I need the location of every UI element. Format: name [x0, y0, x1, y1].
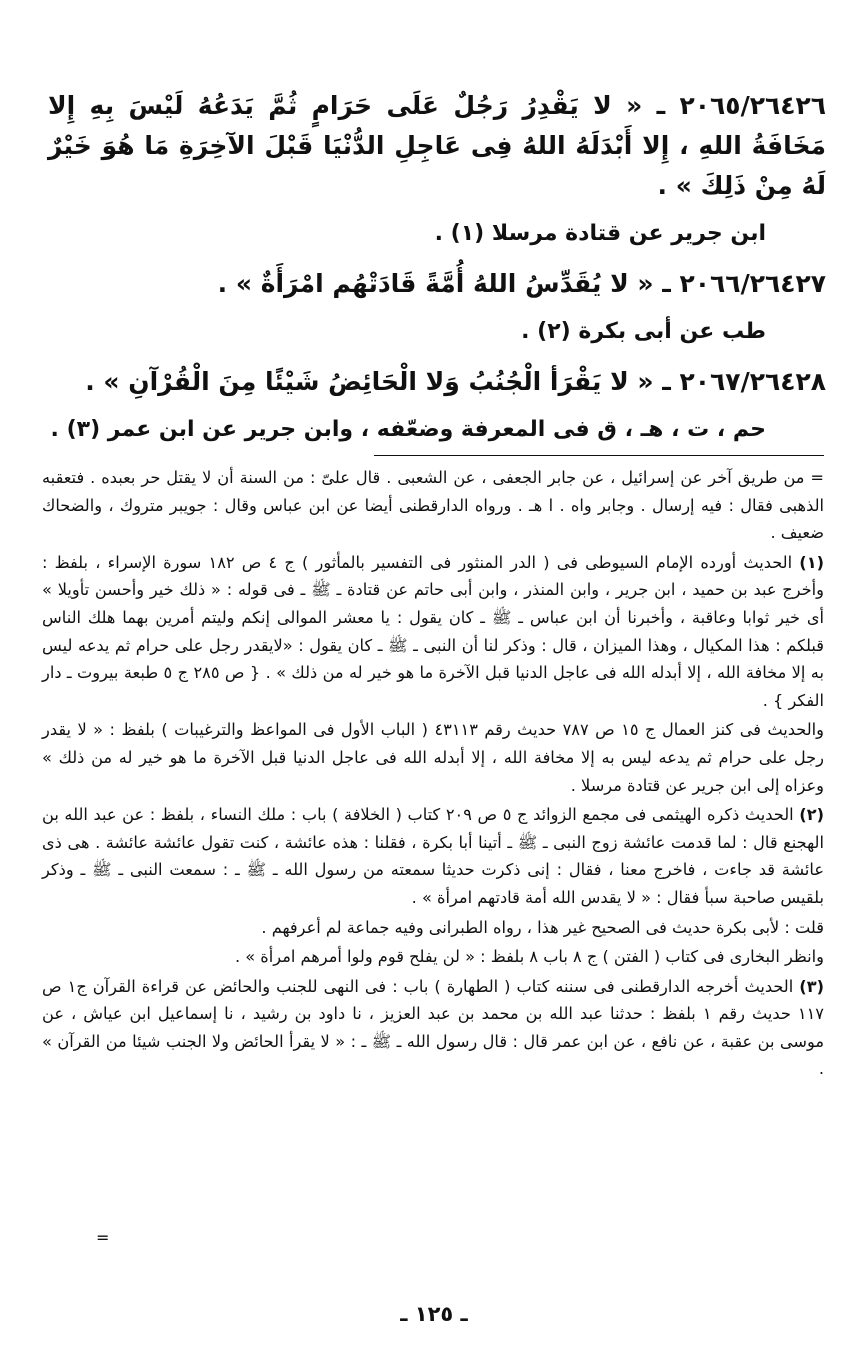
footnote-continuation: = من طريق آخر عن إسرائيل ، عن جابر الجعفى ، عن الشعبى . قال علىّ : من السنة أن لا يقتل حر بعبده . فتعقبه الذهبى فقال : فيه إرسال . وجابر واه . ا هـ . ورواه الدارقطنى أيضا عن ابن عباس وقال : جويبر متروك ، والضحاك ضعيف .: [42, 468, 824, 543]
hadith-text: « لا يَقْدِرُ رَجُلٌ عَلَى حَرَامٍ ثُمَّ يَدَعُهُ لَيْسَ بِهِ إِلا مَخَافَةُ اللهِ ، إِلا أَبْدَلَهُ اللهُ فِى عَاجِلِ الدُّنْيَا قَبْلَ الآخِرَةِ مَا هُوَ خَيْرٌ لَهُ مِنْ ذَلِكَ » .: [48, 91, 826, 200]
footnote-text: الحديث أخرجه الدارقطنى فى سننه كتاب ( الطهارة ) باب : فى النهى للجنب والحائض عن قراءة القرآن ج١ ص ١١٧ حديث رقم ١ بلفظ : حدثنا عبد الله بن محمد بن عبد العزيز ، نا داود بن رشيد ، نا إسماعيل ابن عياش ، عن موسى بن عقبة ، عن نافع ، عن ابن عمر قال : قال رسول الله ـ ﷺ ـ : « لا يقرأ الحائض ولا الجنب شيئا من القرآن » .: [42, 976, 824, 1079]
hadith-text: « لا يَقْرَأ الْجُنُبُ وَلا الْحَائِضُ شَيْئًا مِنَ الْقُرْآنِ » .: [85, 367, 654, 396]
page-number: ـ ١٢٥ ـ: [400, 1302, 468, 1326]
main-text: [48, 86, 826, 460]
hadith-number: ٢٠٦٥/٢٦٤٢٦ ـ: [656, 91, 826, 120]
footnote-marker: (١): [799, 552, 824, 572]
hadith-entry-2065: [48, 86, 826, 206]
footnote-1: [42, 549, 824, 715]
continuation-mark: =: [96, 1228, 110, 1247]
footnote-1-paragraph-2: والحديث فى كنز العمال ج ١٥ ص ٧٨٧ حديث رقم ٤٣١١٣ ( الباب الأول فى المواعظ والترغيبات ) بلفظ : « لا يقدر رجل على حرام ثم يدعه ليس به إلا مخافة الله ، إلا أبدله الله فى عاجل الدنيا قبل الآخرة ما هو خير له من ذلك » وعزاه إلى ابن جرير عن قتادة مرسلا .: [42, 720, 824, 795]
footnote-2: [42, 801, 824, 911]
footnote-divider: [374, 455, 824, 456]
hadith-entry-2067: [48, 362, 826, 402]
footnotes: [42, 464, 824, 1085]
hadith-entry-2066: [48, 264, 826, 304]
hadith-source: ابن جرير عن قتادة مرسلا (١) .: [434, 221, 766, 246]
hadith-source: طب عن أبى بكرة (٢) .: [521, 319, 766, 344]
hadith-source: حم ، ت ، هـ ، ق فى المعرفة وضعّفه ، وابن جرير عن ابن عمر (٣) .: [50, 417, 766, 442]
footnote-text: الحديث ذكره الهيثمى فى مجمع الزوائد ج ٥ ص ٢٠٩ كتاب ( الخلافة ) باب : ملك النساء ، بلفظ : عن عبد الله بن الهجنع قال : لما قدمت عائشة زوج النبى ـ ﷺ ـ أتينا أبا بكرة ، فقلنا : هذه عائشة ، كنت تقول عائشة عائشة . هى ذى عائشة قد جاءت ، فاخرج معنا ، فقال : إنى ذكرت حديثا سمعته من رسول الله ـ ﷺ ـ : سمعت النبى ـ ﷺ ـ وذكر بلقيس صاحبة سبأ فقال : « لا يقدس الله أمة قادتهم امرأة » .: [42, 805, 824, 907]
footnote-3: [42, 973, 824, 1083]
footnote-2-paragraph-3: وانظر البخارى فى كتاب ( الفتن ) ج ٨ باب ٨ بلفظ : « لن يفلح قوم ولوا أمرهم امرأة » .: [234, 947, 824, 967]
footnote-text: الحديث أورده الإمام السيوطى فى ( الدر المنثور فى التفسير بالمأثور ) ج ٤ ص ١٨٢ سورة الإسراء ، بلفظ : وأخرج عبد بن حميد ، ابن جرير ، وابن المنذر ، وابن أبى حاتم عن قتادة ـ ﷺ ـ فى قوله : « ذلك خير وأحسن تأويلا » أى خير ثوابا وعاقبة ، وأخبرنا أن ابن عباس ـ ﷺ ـ كان يقول : يا معشر الموالى إنكم وليتم أمرين بهما هلك الناس قبلكم : هذا المكيال ، وهذا الميزان ، قال : وذكر لنا أن النبى ـ ﷺ ـ كان يقول : «لايقدر رجل على حرام ثم يدعه ليس به إلا مخافة الله ، إلا أبدله الله فى عاجل الدنيا قبل الآخرة ما هو خير له من ذلك » . { ص ٢٨٥ ج ٥ طبعة بيروت ـ دار الفكر } .: [42, 552, 824, 710]
footnote-marker: (٢): [799, 805, 824, 825]
hadith-number: ٢٠٦٧/٢٦٤٢٨ ـ: [662, 367, 826, 396]
footnote-2-paragraph-2: قلت : لأبى بكرة حديث فى الصحيح غير هذا ، رواه الطبرانى وفيه جماعة لم أعرفهم .: [261, 917, 824, 937]
hadith-text: « لا يُقَدِّسُ اللهُ أُمَّةً قَادَتْهُم امْرَأَةٌ » .: [217, 269, 654, 298]
hadith-number: ٢٠٦٦/٢٦٤٢٧ ـ: [662, 269, 826, 298]
footnote-marker: (٣): [799, 976, 824, 996]
